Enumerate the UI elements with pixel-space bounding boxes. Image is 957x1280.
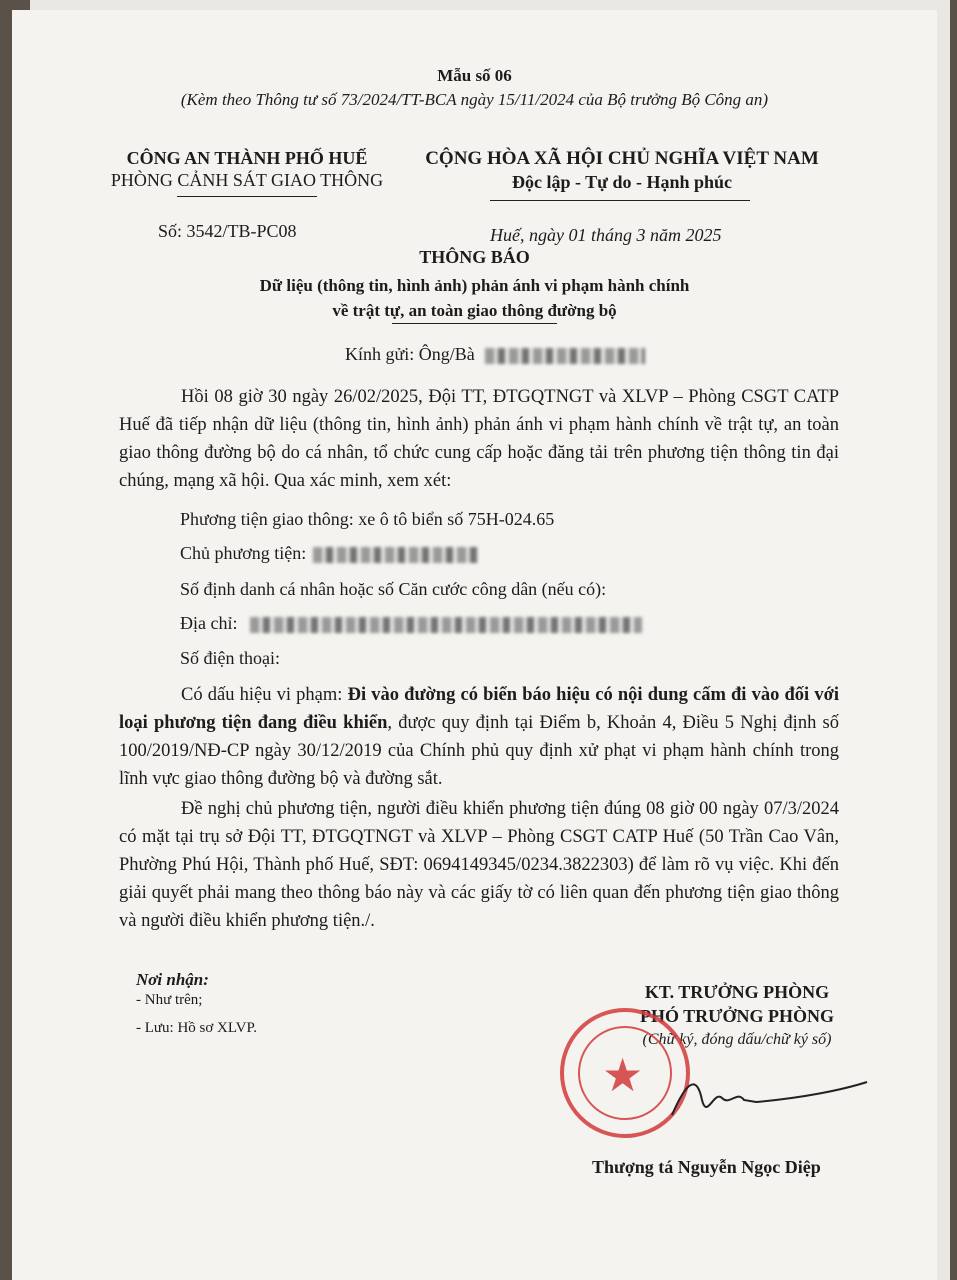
redacted-owner xyxy=(313,547,478,563)
address-line xyxy=(180,613,642,634)
handwritten-signature xyxy=(652,1060,872,1130)
paragraph-intro: Hồi 08 giờ 30 ngày 26/02/2025, Đội TT, ĐTGQTNGT và XLVP – Phòng CSGT CATP Huế đã tiếp nhận dữ liệu (thông tin, hình ảnh) phản ánh vi phạm hành chính về trật tự, an toàn giao thông đường bộ do cá nhân, tổ chức cung cấp hoặc đăng tải trên phương tiện thông tin đại chúng, mạng xã hội. Qua xác minh, xem xét: xyxy=(119,387,839,491)
signature-title-2: PHÓ TRƯỞNG PHÒNG xyxy=(639,1006,834,1026)
form-reference: (Kèm theo Thông tư số 73/2024/TT-BCA ngày 15/11/2024 của Bộ trưởng Bộ Công an) xyxy=(180,90,769,109)
star-icon: ★ xyxy=(602,1050,644,1101)
nation-title: CỘNG HÒA XÃ HỘI CHỦ NGHĨA VIỆT NAM xyxy=(425,148,819,169)
recipients-title: Nơi nhận: xyxy=(136,970,209,989)
title-underline xyxy=(392,323,557,324)
recipient-2: - Lưu: Hồ sơ XLVP. xyxy=(136,1020,257,1036)
notice-title: THÔNG BÁO xyxy=(419,247,530,267)
paragraph-request: Đề nghị chủ phương tiện, người điều khiển phương tiện đúng 08 giờ 00 ngày 07/3/2024 có mặt tại trụ sở Đội TT, ĐTGQTNGT và XLVP – Phòng CSGT CATP Huế (50 Trần Cao Vân, Phường Phú Hội, Thành phố Huế, SĐT: 0694149345/0234.3822303) để làm rõ vụ việc. Khi đến giải quyết phải mang theo thông báo này và các giấy tờ có liên quan đến phương tiện giao thông và người điều khiển phương tiện./. xyxy=(119,799,839,931)
document-number: Số: 3542/TB-PC08 xyxy=(158,221,297,241)
document-page xyxy=(12,10,937,1280)
redacted-name xyxy=(485,348,645,364)
recipient-1: - Như trên; xyxy=(136,992,203,1008)
violation-legal-basis: , được quy định tại Điểm b, Khoản 4, Điều 5 Nghị định số 100/2019/NĐ-CP ngày 30/12/2019 của Chính phủ quy định xử phạt vi phạm hành chính trong lĩnh vực giao thông đường bộ và đường sắt. xyxy=(119,713,839,789)
greeting-label: Kính gửi: Ông/Bà xyxy=(345,344,475,364)
agency-top: CÔNG AN THÀNH PHỐ HUẾ xyxy=(126,148,368,168)
notice-subtitle-line2: về trật tự, an toàn giao thông đường bộ xyxy=(332,301,617,320)
signature-title-1: KT. TRƯỞNG PHÒNG xyxy=(644,982,830,1002)
owner-line xyxy=(180,543,478,564)
notice-subtitle-line1: Dữ liệu (thông tin, hình ảnh) phản ánh vi phạm hành chính xyxy=(259,276,690,295)
form-number: Mẫu số 06 xyxy=(437,66,512,85)
motto-underline xyxy=(490,200,750,201)
signer-name: Thượng tá Nguyễn Ngọc Diệp xyxy=(592,1157,821,1177)
violation-intro: Có dấu hiệu vi phạm: xyxy=(181,685,348,705)
vehicle-line: Phương tiện giao thông: xe ô tô biển số 75H-024.65 xyxy=(180,509,555,529)
phone-line: Số điện thoại: xyxy=(180,648,280,668)
violation-description: Đi vào đường có biển báo hiệu có nội dung cấm đi vào đối với loại phương tiện đang điều khiển xyxy=(119,685,839,733)
paragraph-violation xyxy=(119,681,839,793)
greeting xyxy=(345,344,645,365)
redacted-address xyxy=(250,617,642,633)
owner-label: Chủ phương tiện: xyxy=(180,543,307,563)
motto: Độc lập - Tự do - Hạnh phúc xyxy=(511,172,733,192)
agency-underline xyxy=(177,196,317,197)
id-line: Số định danh cá nhân hoặc số Căn cước công dân (nếu có): xyxy=(180,579,607,599)
agency-department: PHÒNG CẢNH SÁT GIAO THÔNG xyxy=(110,170,384,190)
date-place: Huế, ngày 01 tháng 3 năm 2025 xyxy=(490,225,722,245)
address-label: Địa chỉ: xyxy=(180,613,238,633)
signature-note: (Chữ ký, đóng dấu/chữ ký số) xyxy=(642,1031,832,1048)
